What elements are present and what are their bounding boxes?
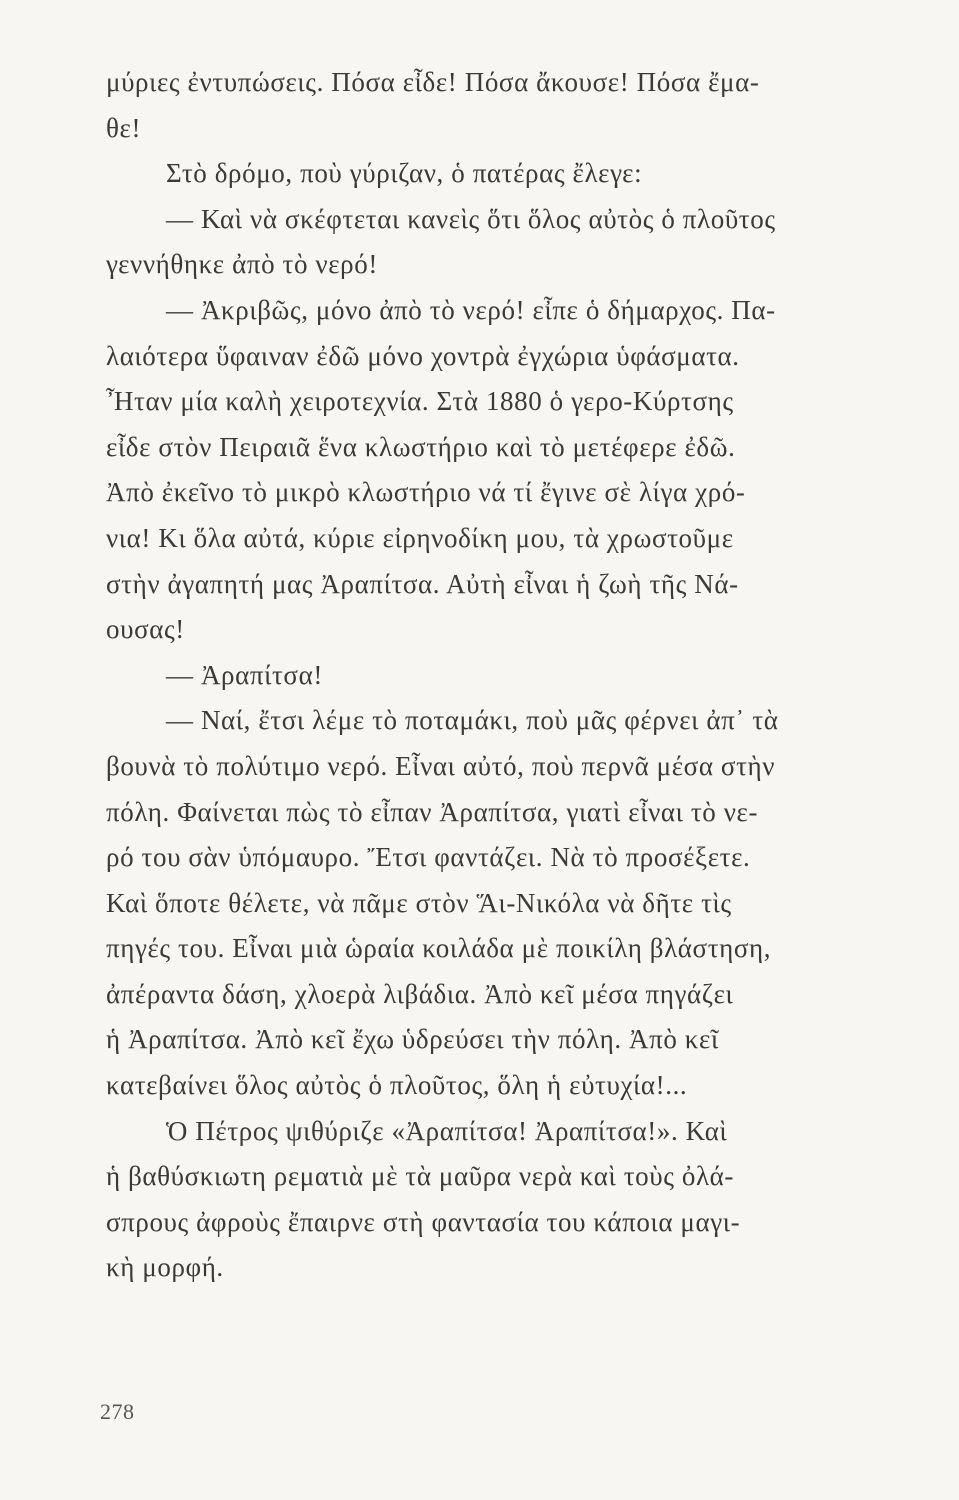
text-line: λαιότερα ὕφαιναν ἐδῶ μόνο χοντρὰ ἐγχώρια ὑφάσματα. (106, 340, 740, 371)
text-line: κὴ μορφή. (106, 1252, 224, 1283)
text-line: θε! (106, 112, 142, 143)
text-line: μύριες ἐντυπώσεις. Πόσα εἶδε! Πόσα ἄκουσε! Πόσα ἔμα- (106, 67, 760, 97)
text-line: βουνὰ τὸ πολύτιμο νερό. Εἶναι αὐτό, ποὺ περνᾶ μέσα στὴν (106, 750, 776, 781)
text-line: ρό του σὰν ὑπόμαυρο. Ἔτσι φαντάζει. Νὰ τὸ προσέξετε. (106, 842, 751, 873)
text-line: σπρους ἀφροὺς ἔπαιρνε στὴ φαντασία του κάποια μαγι- (106, 1206, 741, 1237)
text-line: νια! Κι ὅλα αὐτά, κύριε εἰρηνοδίκη μου, τὰ χρωστοῦμε (106, 522, 734, 553)
text-line: πηγές του. Εἶναι μιὰ ὡραία κοιλάδα μὲ ποικίλη βλάστηση, (106, 933, 772, 964)
text-line: — Ἀραπίτσα! (166, 659, 323, 690)
text-line: Ἦταν μία καλὴ χειροτεχνία. Στὰ 1880 ὁ γερο-Κύρτσης (106, 386, 734, 417)
text-line: — Ἀκριβῶς, μόνο ἀπὸ τὸ νερό! εἶπε ὁ δήμαρχος. Πα- (166, 294, 776, 325)
text-line: ουσας! (106, 614, 185, 645)
text-line: ἡ Ἀραπίτσα. Ἀπὸ κεῖ ἔχω ὑδρεύσει τὴν πόλη. Ἀπὸ κεῖ (106, 1024, 719, 1055)
text-line: εἶδε στὸν Πειραιᾶ ἕνα κλωστήριο καὶ τὸ μετέφερε ἐδῶ. (106, 431, 736, 462)
page-number: 278 (100, 1399, 135, 1424)
text-line: Ἀπὸ ἐκεῖνο τὸ μικρὸ κλωστήριο νά τί ἔγινε σὲ λίγα χρό- (106, 477, 746, 508)
text-line: πόλη. Φαίνεται πὼς τὸ εἶπαν Ἀραπίτσα, γιατὶ εἶναι τὸ νε- (106, 796, 759, 827)
text-line: ἡ βαθύσκιωτη ρεματιὰ μὲ τὰ μαῦρα νερὰ καὶ τοὺς ὀλά- (106, 1161, 735, 1192)
text-line: — Ναί, ἔτσι λέμε τὸ ποταμάκι, ποὺ μᾶς φέρνει ἀπ᾽ τὰ (166, 705, 779, 736)
text-line: Στὸ δρόμο, ποὺ γύριζαν, ὁ πατέρας ἔλεγε: (166, 158, 643, 189)
text-line: ἀπέραντα δάση, χλοερὰ λιβάδια. Ἀπὸ κεῖ μέσα πηγάζει (106, 978, 734, 1009)
text-line: Ὁ Πέτρος ψιθύριζε «Ἀραπίτσα! Ἀραπίτσα!». Καὶ (166, 1115, 728, 1146)
text-line: στὴν ἀγαπητή μας Ἀραπίτσα. Αὐτὴ εἶναι ἡ ζωὴ τῆς Νά- (106, 568, 739, 599)
text-line: Καὶ ὅποτε θέλετε, νὰ πᾶμε στὸν Ἅι-Νικόλα νὰ δῆτε τὶς (106, 887, 732, 918)
body-text (106, 60, 926, 1291)
text-line: γεννήθηκε ἀπὸ τὸ νερό! (106, 249, 378, 280)
text-line: κατεβαίνει ὅλος αὐτὸς ὁ πλοῦτος, ὅλη ἡ εὐτυχία!... (106, 1070, 688, 1101)
text-line: — Καὶ νὰ σκέφτεται κανεὶς ὅτι ὅλος αὐτὸς ὁ πλοῦτος (166, 203, 776, 234)
